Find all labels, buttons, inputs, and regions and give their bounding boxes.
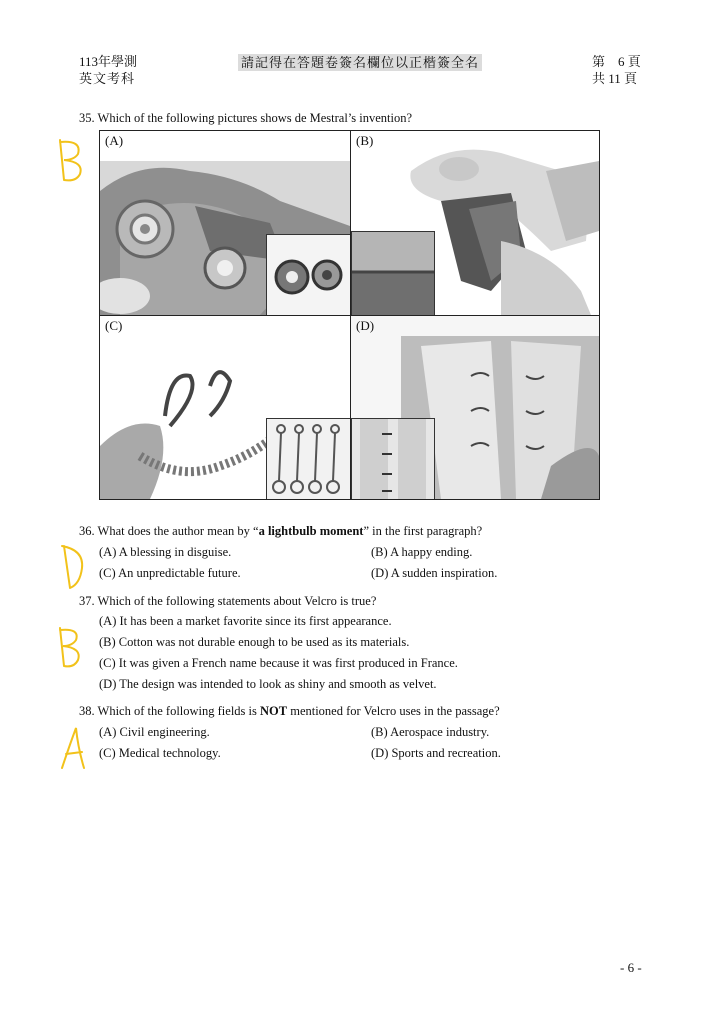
q37-option-a: (A) It has been a market favorite since its first appearance.	[99, 614, 392, 628]
picture-d-inset-hooks	[351, 418, 435, 499]
q38-option-b: (B) Aerospace industry.	[371, 725, 490, 739]
q38-option-d: (D) Sports and recreation.	[371, 746, 501, 760]
picture-c-label: (C)	[105, 318, 123, 333]
handwritten-answer-37	[52, 624, 86, 670]
total-pages-label: 共 11 頁	[592, 71, 638, 86]
q38-option-c: (C) Medical technology.	[99, 746, 221, 760]
page-label: 第 6 頁	[592, 54, 641, 69]
picture-a-label: (A)	[105, 133, 124, 148]
question-37-stem: 37. Which of the following statements about Velcro is true?	[79, 594, 377, 608]
picture-d-hook-eye	[351, 316, 599, 499]
handwritten-answer-36	[58, 540, 86, 592]
question-35-stem: 35. Which of the following pictures shows de Mestral’s invention?	[79, 111, 413, 125]
q37-option-d: (D) The design was intended to look as shiny and smooth as velvet.	[99, 677, 437, 691]
picture-a-inset-snaps	[266, 234, 350, 315]
signature-notice: 請記得在答題卷簽名欄位以正楷簽全名	[238, 52, 482, 72]
q36-option-c: (C) An unpredictable future.	[99, 566, 241, 580]
picture-c-coil-lanyard	[100, 316, 350, 499]
answer-picture-grid	[99, 130, 600, 500]
exam-year: 113年學測	[79, 54, 138, 69]
question-36-stem: 36. What does the author mean by “a lightbulb moment” in the first paragraph?	[79, 524, 483, 538]
picture-d-label: (D)	[356, 318, 375, 333]
q36-option-d: (D) A sudden inspiration.	[371, 566, 498, 580]
q38-option-a: (A) Civil engineering.	[99, 725, 210, 739]
q36-option-a: (A) A blessing in disguise.	[99, 545, 232, 559]
question-38-stem: 38. Which of the following fields is NOT mentioned for Velcro uses in the passage?	[79, 704, 500, 718]
q37-option-b: (B) Cotton was not durable enough to be used as its materials.	[99, 635, 410, 649]
q37-option-c: (C) It was given a French name because it was first produced in France.	[99, 656, 458, 670]
picture-b-velcro	[351, 131, 599, 315]
picture-c-inset-keychains	[266, 418, 350, 499]
picture-a-snap-buttons	[100, 131, 350, 315]
handwritten-answer-35	[52, 136, 88, 184]
page-number-footer: - 6 -	[620, 960, 642, 975]
q36-option-b: (B) A happy ending.	[371, 545, 473, 559]
subject-name: 英文考科	[79, 71, 136, 86]
picture-b-label: (B)	[356, 133, 374, 148]
handwritten-answer-38	[56, 724, 90, 772]
picture-b-inset-hook-loop	[351, 231, 435, 315]
